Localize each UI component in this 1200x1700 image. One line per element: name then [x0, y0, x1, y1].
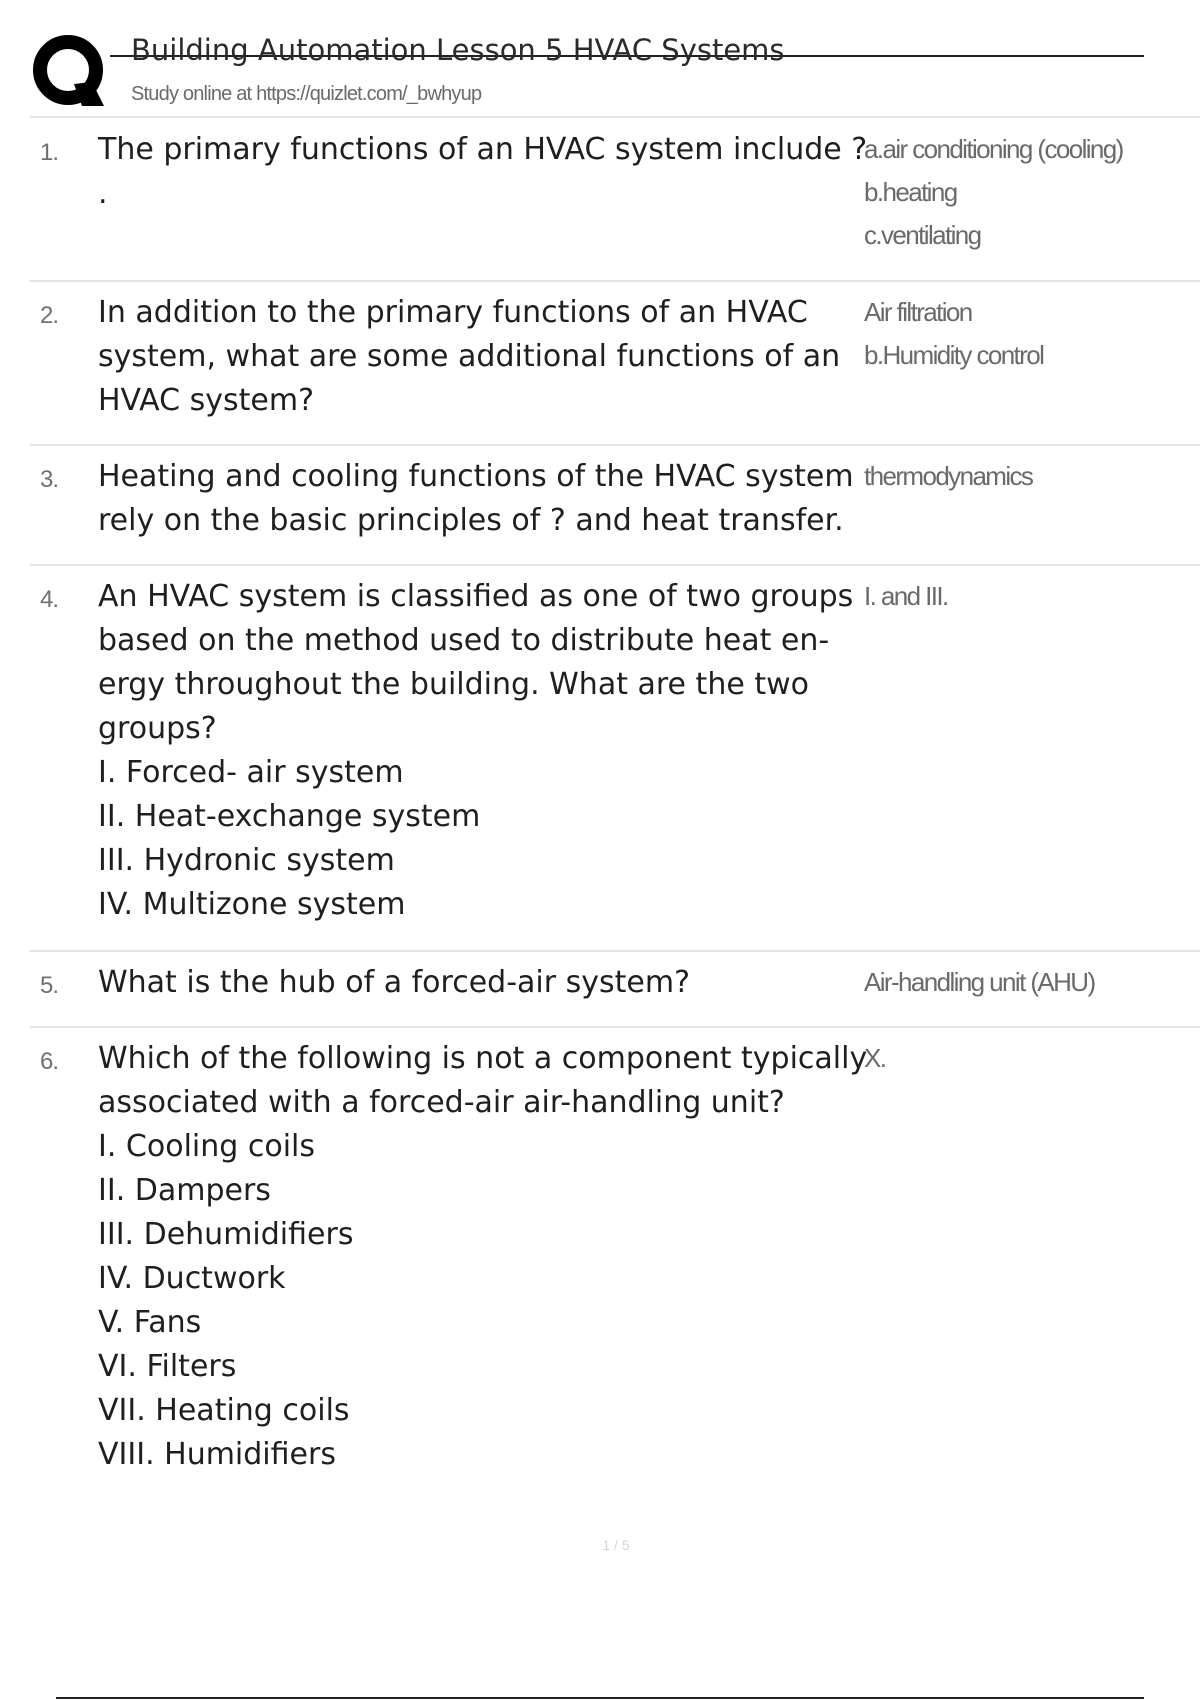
flashcard-question: [98, 575, 898, 927]
question-line: Which of the following is not a component typically: [98, 1041, 868, 1076]
answer-line: X.: [864, 1043, 886, 1073]
question-line: II. Heat-exchange system: [98, 799, 481, 834]
flashcard-row-5: [30, 952, 1200, 1028]
answer-line: b.heating: [864, 177, 957, 207]
flashcard-row-6: [30, 1028, 1200, 1498]
question-line: VIII. Humidifiers: [98, 1437, 336, 1472]
answer-line: Air-handling unit (AHU): [864, 967, 1095, 997]
answer-line: Air filtration: [864, 297, 972, 327]
flashcard-row-3: [30, 446, 1200, 566]
flashcard-row-2: [30, 282, 1200, 446]
question-line: Heating and cooling functions of the HVAC system: [98, 459, 854, 494]
flashcard-answer: [864, 961, 1194, 1004]
question-line: ergy throughout the building. What are the two: [98, 667, 809, 702]
question-line: groups?: [98, 711, 217, 746]
page-number: 1 / 5: [602, 1537, 630, 1553]
flashcard-row-4: [30, 566, 1200, 952]
question-line: IV. Multizone system: [98, 887, 406, 922]
flashcard-number: 4.: [40, 586, 59, 613]
question-line: II. Dampers: [98, 1173, 271, 1208]
question-line: associated with a forced-air air-handling unit?: [98, 1085, 785, 1120]
flashcard-number: 5.: [40, 972, 59, 999]
flashcard-number: 3.: [40, 466, 59, 493]
flashcard-answer: [864, 575, 1194, 618]
flashcard-answer: [864, 1037, 1194, 1080]
question-line: rely on the basic principles of ? and heat transfer.: [98, 503, 844, 538]
question-line: system, what are some additional functions of an: [98, 339, 841, 374]
answer-line: b.Humidity control: [864, 340, 1044, 370]
answer-line: I. and III.: [864, 581, 948, 611]
flashcard-answer: [864, 128, 1194, 257]
question-line: IV. Ductwork: [98, 1261, 286, 1296]
document-title: Building Automation Lesson 5 HVAC Systems: [131, 33, 785, 67]
question-line: III. Hydronic system: [98, 843, 395, 878]
question-line: based on the method used to distribute heat en-: [98, 623, 830, 658]
question-line: HVAC system?: [98, 383, 315, 418]
question-line: An HVAC system is classified as one of two groups: [98, 579, 854, 614]
question-line: What is the hub of a forced-air system?: [98, 965, 690, 1000]
answer-line: c.ventilating: [864, 220, 981, 250]
answer-line: a.air conditioning (cooling): [864, 134, 1123, 164]
flashcard-question: [98, 291, 898, 423]
question-line: In addition to the primary functions of an HVAC: [98, 295, 808, 330]
question-line: VII. Heating coils: [98, 1393, 350, 1428]
question-line: I. Forced- air system: [98, 755, 404, 790]
question-line: The primary functions of an HVAC system include ?: [98, 132, 868, 167]
flashcard-list: [30, 118, 1200, 1498]
study-online-link[interactable]: Study online at https://quizlet.com/_bwhyup: [131, 83, 482, 105]
question-line: I. Cooling coils: [98, 1129, 315, 1164]
quizlet-q-logo-icon: [32, 34, 110, 112]
question-line: V. Fans: [98, 1305, 202, 1340]
flashcard-question: [98, 455, 898, 543]
flashcard-answer: [864, 455, 1194, 498]
flashcard-number: 2.: [40, 302, 59, 329]
question-line: VI. Filters: [98, 1349, 237, 1384]
flashcard-number: 1.: [40, 139, 59, 166]
answer-line: thermodynamics: [864, 461, 1033, 491]
flashcard-answer: [864, 291, 1194, 377]
footer-divider: [56, 1697, 1144, 1699]
flashcard-question: [98, 128, 898, 216]
flashcard-row-1: [30, 118, 1200, 282]
flashcard-number: 6.: [40, 1048, 59, 1075]
question-line: III. Dehumidifiers: [98, 1217, 354, 1252]
flashcard-question: [98, 961, 898, 1005]
question-line: .: [98, 176, 108, 211]
flashcard-question: [98, 1037, 898, 1477]
